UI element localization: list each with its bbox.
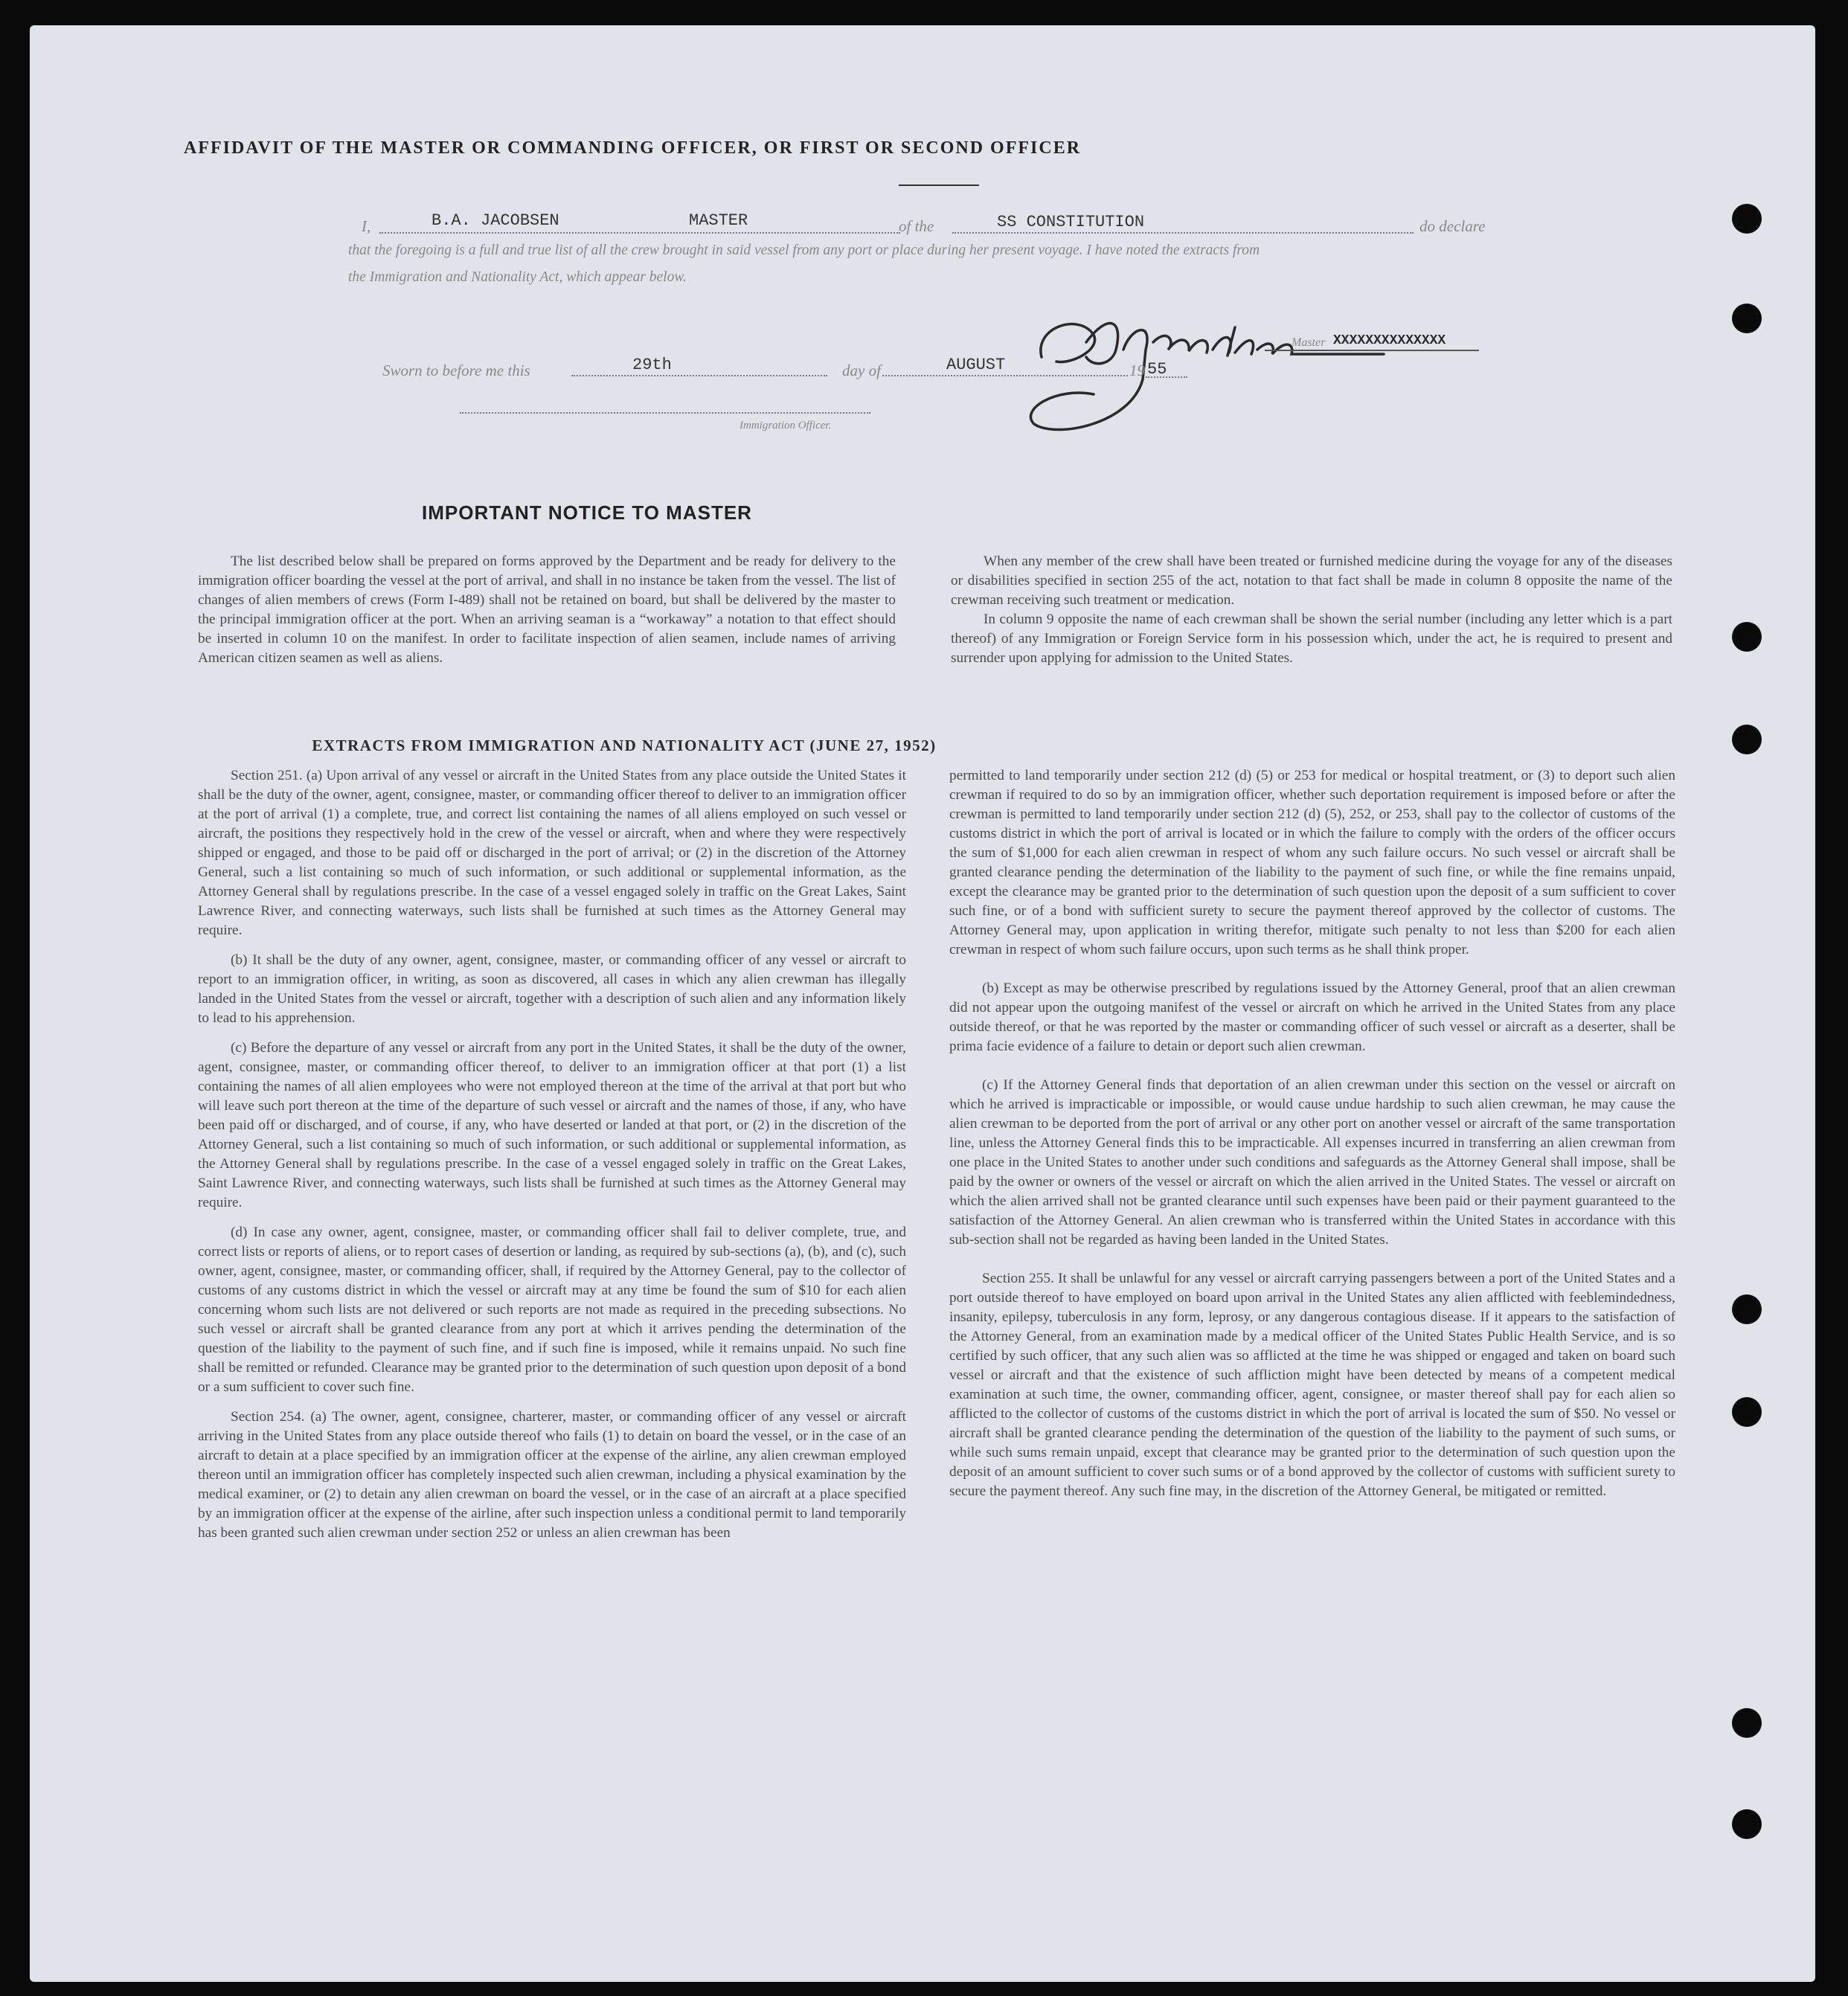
section-254-c: (c) If the Attorney General finds that deportation of an alien crewman under this section on the vessel or aircraft on which he arrived is impracticable or impossible, or would cause undue hardship to such alien crewman, he may cause the alien crewman to be deported from the port of arrival or any other port on another vessel or aircraft of the same transportation line, unless the Attorney General finds this to be impracticable. All expenses incurred in transferring an alien crewman from one place in the United States to another under such conditions and safeguards as the Attorney General shall impose, shall be paid by the owner or owners of the vessel or aircraft on which the alien arrived in the United States. The vessel or aircraft on which the alien arrived shall not be granted clearance until such expenses have been paid or their payment guaranteed to the satisfaction of the Attorney General. An alien crewman who is transferred within the United States in accordance with this sub-section shall not be regarded as having been landed in the United States. bbox=[949, 1077, 1675, 1248]
do-declare-label: do declare bbox=[1419, 217, 1486, 235]
year-prefix: 19 bbox=[1129, 362, 1145, 379]
year-line bbox=[1146, 376, 1187, 378]
officer-line bbox=[460, 412, 870, 414]
document-page bbox=[30, 25, 1815, 1982]
section-251-b: (b) It shall be the duty of any owner, agent, consignee, master, or commanding officer of any vessel or aircraft to report to an immigration officer, in writing, as soon as discovered, all cases in which any alien crewman has illegally landed in the United States from the vessel or aircraft, together with a description of such alien and any information likely to lead to his apprehension. bbox=[198, 952, 906, 1026]
master-name: B.A. JACOBSEN bbox=[431, 211, 559, 230]
extracts-title: EXTRACTS FROM IMMIGRATION AND NATIONALITY ACT (JUNE 27, 1952) bbox=[312, 737, 937, 754]
day-of-label: day of bbox=[842, 362, 881, 379]
declaration-line-3: the Immigration and Nationality Act, which appear below. bbox=[348, 269, 687, 285]
declaration-line-2: that the foregoing is a full and true list of all the crew brought in said vessel from any port or place during her present voyage. I have noted the extracts from bbox=[348, 243, 1260, 258]
notice-title: IMPORTANT NOTICE TO MASTER bbox=[422, 501, 752, 524]
officer-label: Immigration Officer. bbox=[739, 420, 832, 431]
extracts-right-column bbox=[949, 766, 1675, 1512]
section-254-a-cont: permitted to land temporarily under section 212 (d) (5) or 253 for medical or hospital treatment, or (3) to deport such alien crewman if required to do so by an immigration officer, whether such deportation requirement is imposed before or after the crewman is permitted to land temporarily under section 212 (d) (5), 252, or 253, shall pay to the collector of customs of the customs district in which the port of arrival is located or in which the failure to comply with the orders of the officer occurs the sum of $1,000 for each alien crewman in respect of whom any such failure occurs. No such vessel or aircraft shall be granted clearance pending the determination of the liability to the payment of such fine, or while the fine remains unpaid, except the clearance may be granted prior to the determination of such question upon the deposit of a sum sufficient to cover such fine, or of a bond with sufficient surety to secure the payment thereof approved by the collector of customs. The Attorney General may, upon application in writing therefor, mitigate such penalty to not less than $200 for each alien crewman in respect of whom such failure occurs, upon such terms as he shall think proper. bbox=[949, 768, 1675, 957]
binder-hole bbox=[1732, 622, 1762, 652]
binder-hole bbox=[1732, 1294, 1762, 1324]
affidavit-title: AFFIDAVIT OF THE MASTER OR COMMANDING OFFICER, OR FIRST OR SECOND OFFICER bbox=[183, 138, 1082, 158]
of-the-label: of the bbox=[899, 217, 934, 235]
section-251-c: (c) Before the departure of any vessel or aircraft from any port in the United States, it shall be the duty of the owner, agent, consignee, master, or commanding officer thereof, to deliver to an immigration officer at that port (1) a list containing the names of all alien employees who were not employed thereon at the time of the arrival at that port but who will leave such port thereon at the time of the departure of such vessel or aircraft and the names of those, if any, who have been paid off or discharged, and of course, if any, who have deserted or landed at that port, or (2) in the discretion of the Attorney General, such a list containing so much of such information, or such additional or supplemental information, as the Attorney General shall by regulations prescribe. In the case of a vessel engaged solely in traffic on the Great Lakes, Saint Lawrence River, and connecting waterways, such lists shall be furnished at such times as the Attorney General may require. bbox=[198, 1040, 906, 1210]
i-label: I, bbox=[362, 217, 371, 235]
master-label: Master bbox=[1292, 336, 1326, 349]
sworn-month: AUGUST bbox=[946, 356, 1006, 374]
sworn-year: 55 bbox=[1147, 360, 1167, 379]
binder-hole bbox=[1732, 1708, 1762, 1738]
vessel-name: SS CONSTITUTION bbox=[997, 213, 1145, 231]
sworn-label: Sworn to before me this bbox=[382, 362, 530, 379]
extracts-left-column bbox=[198, 766, 906, 1553]
vessel-line bbox=[952, 232, 1414, 234]
section-251-d: (d) In case any owner, agent, consignee, master, or commanding officer shall fail to deliver complete, true, and correct lists or reports of aliens, or to report cases of desertion or landing, as required by sub-sections (a), (b), and (c), such owner, agent, consignee, master, or commanding officer, shall, if required by the Attorney General, pay to the collector of customs of any customs district in which the vessel or aircraft may at any time be found the sum of $10 for each alien concerning whom such lists are not delivered or such reports are not made as required in the preceding subsections. No such vessel or aircraft shall be granted clearance from any port at which it arrives pending the determination of the question of the liability to the payment of such fine, and if such fine is imposed, while it remains unpaid. No such fine shall be remitted or refunded. Clearance may be granted prior to the determination of such question upon deposit of a bond or a sum sufficient to cover such fine. bbox=[198, 1225, 906, 1395]
signature-line bbox=[1265, 350, 1479, 351]
section-254-a: Section 254. (a) The owner, agent, consignee, charterer, master, or commanding officer of any vessel or aircraft arriving in the United States from any place outside thereof who fails (1) to detain on board the vessel, or in the case of an aircraft to detain at a place specified by an immigration officer at the expense of the airline, any alien crewman employed thereon until an immigration officer has completely inspected such alien crewman, including a physical examination by the medical examiner, or (2) to detain any alien crewman on board the vessel, or in the case of an aircraft at a place specified by an immigration officer at the expense of the airline, after such inspection unless a conditional permit to land temporarily has been granted such alien crewman under section 252 or unless an alien crewman has been bbox=[198, 1409, 906, 1541]
section-255: Section 255. It shall be unlawful for any vessel or aircraft carrying passengers between a port of the United States and a port outside thereof to have employed on board upon arrival in the United States any alien afflicted with feeblemindedness, insanity, epilepsy, tuberculosis in any form, leprosy, or any dangerous contagious disease. If it appears to the satisfaction of the Attorney General, from an examination made by a medical officer of the United States Public Health Service, and is so certified by such officer, that any such alien was so afflicted at the time he was shipped or engaged and taken on board such vessel or aircraft and that the existence of such affliction might have been detected by means of a competent medical examination at such time, the owner, commanding officer, agent, consignee, or master thereof shall pay for each alien so afflicted to the collector of customs of the customs district in which the port of arrival is located the sum of $50. No vessel or aircraft shall be granted clearance pending the determination of the question of the liability to the payment of such sums, or while such sums remain unpaid, except that clearance may be granted prior to the determination of such question upon the deposit of an amount sufficient to cover such sums or of a bond approved by the collector of customs with sufficient surety to secure the payment thereof. Any such fine may, in the discretion of the Attorney General, be mitigated or remitted. bbox=[949, 1271, 1675, 1499]
notice-right-text-1: When any member of the crew shall have been treated or furnished medicine during the voyage for any of the diseases or disabilities specified in section 255 of the act, notation to that fact shall be made in column 8 opposite the name of the crewman receiving such treatment or medication. bbox=[951, 553, 1672, 608]
notice-left-text: The list described below shall be prepared on forms approved by the Department and be ready for delivery to the immigration officer boarding the vessel at the port of arrival, and shall in no instance be taken from the vessel. The list of changes of alien members of crews (Form I-489) shall not be retained on board, but shall be delivered by the master to the principal immigration officer at the port. When an arriving seaman is a “workaway” a notation to that effect should be inserted in column 10 on the manifest. In order to facilitate inspection of alien seamen, include names of arriving American citizen seamen as well as aliens. bbox=[198, 553, 896, 666]
binder-hole bbox=[1732, 1397, 1762, 1427]
binder-hole bbox=[1732, 304, 1762, 333]
binder-hole bbox=[1732, 1809, 1762, 1839]
month-line bbox=[882, 375, 1128, 376]
notice-right-column bbox=[951, 552, 1672, 678]
section-251-a: Section 251. (a) Upon arrival of any vessel or aircraft in the United States from any place outside the United States it shall be the duty of the owner, agent, consignee, master, or commanding officer thereof to deliver to an immigration officer at the port of arrival (1) a complete, true, and correct list containing the names of all aliens employed on such vessel or aircraft, the positions they respectively hold in the crew of the vessel or aircraft, when and where they were respectively shipped or engaged, and those to be paid off or discharged in the port of arrival; or (2) in the discretion of the Attorney General, such a list containing so much of such information, or such additional or supplemental information, as the Attorney General shall by regulations prescribe. In the case of a vessel engaged solely in traffic on the Great Lakes, Saint Lawrence River, and connecting waterways, such lists shall be furnished at such times as the Attorney General may require. bbox=[198, 768, 906, 938]
master-signature bbox=[1012, 298, 1428, 446]
section-254-b: (b) Except as may be otherwise prescribed by regulations issued by the Attorney General, proof that an alien crewman did not appear upon the outgoing manifest of the vessel or aircraft on which he arrived in the United States from any place outside thereof, or that he was reported by the master or commanding officer of such vessel or aircraft as a deserter, shall be prima facie evidence of a failure to detain or deport such alien crewman. bbox=[949, 981, 1675, 1054]
day-line bbox=[571, 375, 827, 376]
title-rule bbox=[899, 184, 979, 186]
binder-hole bbox=[1732, 725, 1762, 754]
notice-right-text-2: In column 9 opposite the name of each crewman shall be shown the serial number (including any letter which is a part thereof) of any Immigration or Foreign Service form in his possession which, under the act, he is required to present and surrender upon applying for admission to the United States. bbox=[951, 612, 1672, 666]
master-rank: MASTER bbox=[689, 211, 748, 230]
binder-hole bbox=[1732, 204, 1762, 234]
sworn-day: 29th bbox=[632, 356, 672, 374]
name-line bbox=[379, 232, 900, 234]
struck-title: XXXXXXXXXXXXXX bbox=[1333, 333, 1446, 348]
